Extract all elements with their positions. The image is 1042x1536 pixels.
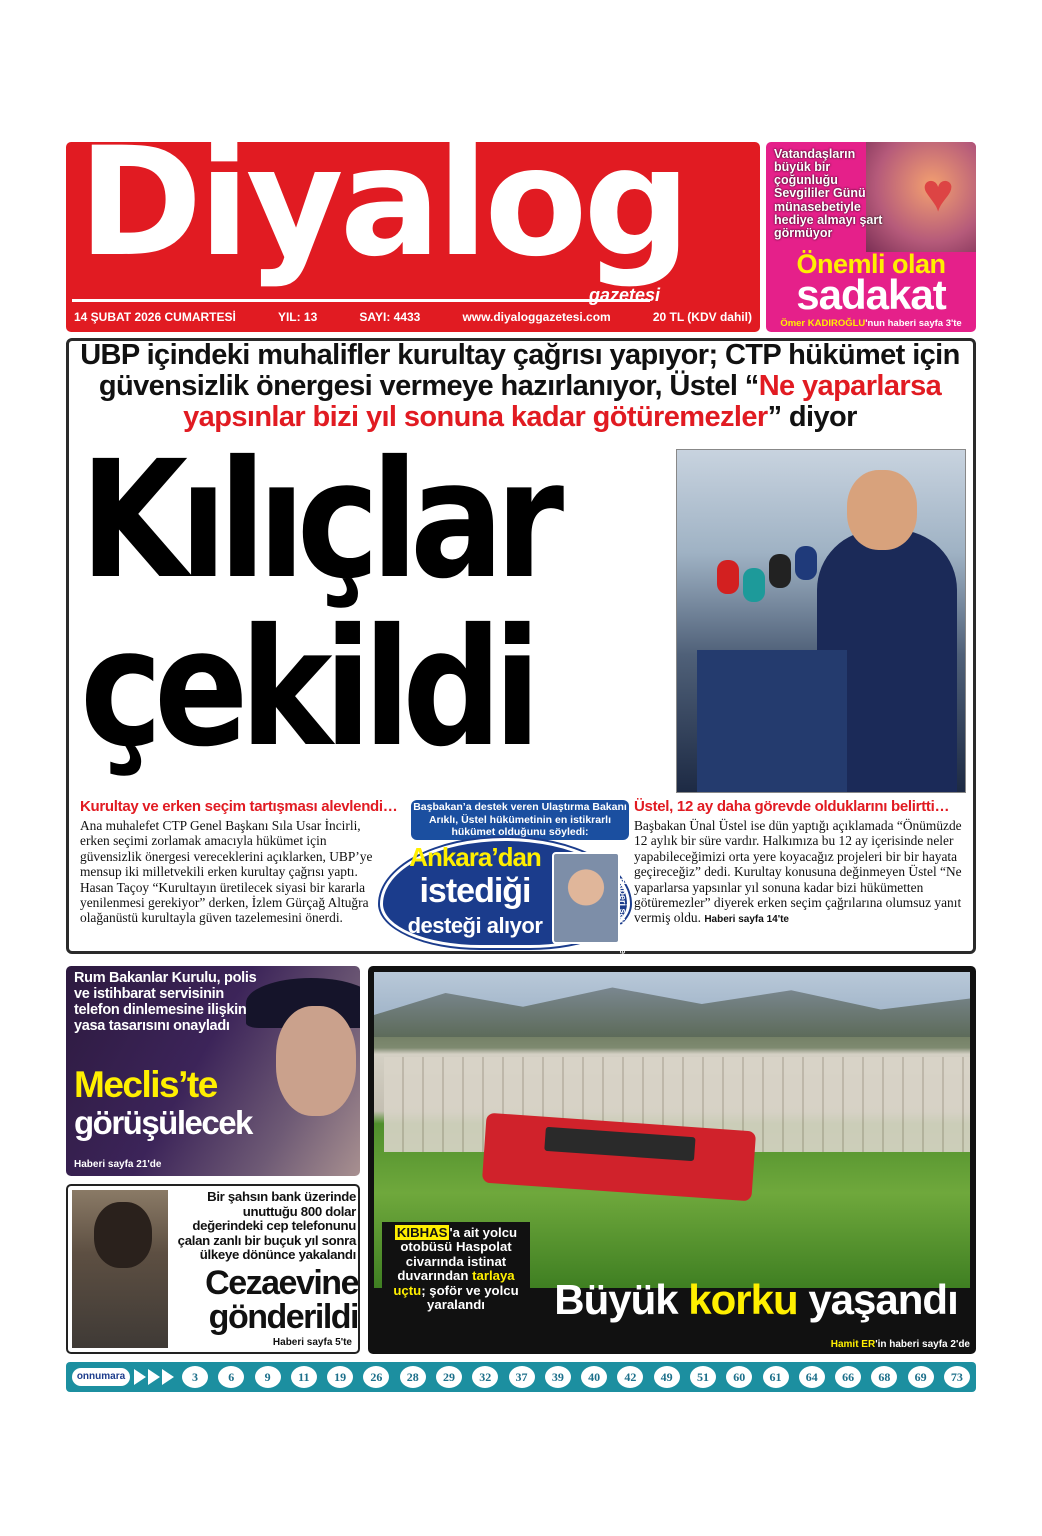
caption-text1: 'a ait yolcu otobüsü Haspolat civarında istinat duvarından — [397, 1225, 518, 1284]
newspaper-logo: Diyalog — [78, 116, 687, 290]
suspect-head — [94, 1202, 152, 1268]
phone-theft-story[interactable] — [66, 1184, 360, 1354]
side-story-title1: Ankara’dan — [409, 842, 541, 872]
issue-year: YIL: 13 — [277, 310, 318, 324]
issue-date: 14 ŞUBAT 2026 CUMARTESİ — [74, 310, 236, 324]
right-column-text — [634, 818, 970, 928]
title-word3: yaşandı — [797, 1276, 958, 1323]
side-story-tag: Başbakan’a destek veren Ulaştırma Bakanı Arıklı, Üstel hükümetinin en istikrarlı hükümet olduğunu söyledi: — [411, 800, 629, 840]
minister-photo — [552, 852, 620, 944]
title-highlight: korku — [688, 1276, 798, 1323]
valentines-promo[interactable] — [766, 142, 976, 332]
page-number-49[interactable]: 49 — [654, 1366, 680, 1388]
page-number-6[interactable]: 6 — [218, 1366, 244, 1388]
promo-credit — [766, 318, 976, 329]
page-number-68[interactable]: 68 — [871, 1366, 897, 1388]
page-number-64[interactable]: 64 — [799, 1366, 825, 1388]
arrow-right-icon — [148, 1369, 160, 1385]
police-officer-photo — [276, 1006, 356, 1116]
right-page-ref[interactable]: Haberi sayfa 14'te — [704, 914, 789, 926]
bus-accident-story[interactable] — [368, 966, 976, 1354]
heart-icon: ♥ — [921, 163, 954, 223]
page-number-9[interactable]: 9 — [255, 1366, 281, 1388]
page-number-39[interactable]: 39 — [545, 1366, 571, 1388]
wiretap-story[interactable] — [66, 966, 360, 1176]
page-number-69[interactable]: 69 — [908, 1366, 934, 1388]
caption-text2: ; şoför ve yolcu yaralandı — [421, 1282, 519, 1313]
phone-theft-page-ref: Haberi sayfa 5'te — [272, 1337, 352, 1348]
bus-window — [544, 1127, 695, 1161]
subhead-ending: ” diyor — [767, 401, 857, 433]
wiretap-page-ref: Haberi sayfa 21'de — [74, 1159, 162, 1170]
page-number-61[interactable]: 61 — [763, 1366, 789, 1388]
page-number-list — [182, 1366, 970, 1388]
microphone-icon — [769, 554, 791, 588]
website-link[interactable]: www.diyaloggazetesi.com — [462, 310, 611, 324]
page-number-60[interactable]: 60 — [726, 1366, 752, 1388]
microphone-icon — [743, 568, 765, 602]
headline-line1: Kılıçlar — [80, 427, 556, 615]
page-number-28[interactable]: 28 — [400, 1366, 426, 1388]
microphone-icon — [717, 560, 739, 594]
headline-line2: çekildi — [80, 595, 533, 783]
wiretap-story-text: Rum Bakanlar Kurulu, polis ve istihbarat servisinin telefon dinlemesine ilişkin yasa tasarısını onayladı — [74, 970, 257, 1034]
page-index-bar — [66, 1362, 976, 1392]
side-story-title2: istediği — [419, 872, 531, 910]
onnumara-logo: onnumara — [72, 1368, 130, 1386]
page-number-40[interactable]: 40 — [581, 1366, 607, 1388]
bus-page-ref: 'in haberi sayfa 2'de — [875, 1339, 970, 1350]
caption-company: KIBHAS — [396, 1225, 448, 1240]
phone-theft-title2: gönderildi — [208, 1298, 358, 1336]
page-number-51[interactable]: 51 — [690, 1366, 716, 1388]
phone-theft-text: Bir şahsın bank üzerinde unuttuğu 800 dolar değerindeki cep telefonunu çalan zanlı bir buçuk yıl sonra ülkeye dönünce yakalandı — [177, 1189, 356, 1262]
mountain-backdrop — [374, 982, 970, 1037]
subhead-quote: Ne yaparlarsa yapsınlar bizi yıl sonuna kadar götüremezler — [183, 370, 942, 433]
side-story-page-ref[interactable]: Haberi sayfa 14'te — [618, 878, 628, 955]
right-column-title: Üstel, 12 ay daha görevde olduklarını belirtti… — [634, 798, 950, 815]
prime-minister-photo — [676, 449, 966, 793]
arrow-icons — [134, 1369, 176, 1385]
left-column-title: Kurultay ve erken seçim tartışması alevlendi… — [80, 798, 398, 815]
page-number-3[interactable]: 3 — [182, 1366, 208, 1388]
masthead-info — [74, 310, 752, 324]
arrow-right-icon — [162, 1369, 174, 1385]
promo-page-ref: 'nun haberi sayfa 3'te — [865, 318, 962, 329]
masthead — [66, 116, 760, 332]
phone-theft-title1: Cezaevine — [205, 1264, 358, 1302]
page-number-19[interactable]: 19 — [327, 1366, 353, 1388]
speaker-head — [847, 470, 917, 550]
bus-accident-credit — [831, 1339, 970, 1350]
page-number-29[interactable]: 29 — [436, 1366, 462, 1388]
page-number-37[interactable]: 37 — [509, 1366, 535, 1388]
promo-title-line1: Önemli olan — [796, 249, 946, 279]
bus-accident-caption — [382, 1222, 530, 1316]
bus-accident-title — [536, 1276, 976, 1324]
bus-author: Hamit ER — [830, 1339, 876, 1350]
side-story-title3: desteği alıyor — [407, 913, 543, 938]
caption-highlight: tarlaya uçtu — [393, 1268, 515, 1298]
promo-author: Ömer KADIROĞLU — [780, 318, 866, 329]
page-number-26[interactable]: 26 — [363, 1366, 389, 1388]
promo-text: Vatandaşların büyük bir çoğunluğu Sevgililer Günü münasebetiyle hediye almayı şart görmüyor — [774, 147, 883, 240]
page-number-42[interactable]: 42 — [617, 1366, 643, 1388]
page-number-73[interactable]: 73 — [944, 1366, 970, 1388]
wiretap-story-title2: görüşülecek — [74, 1104, 252, 1141]
logo-tagline: gazetesi — [588, 285, 660, 305]
main-subheadline — [80, 340, 960, 433]
page-number-32[interactable]: 32 — [472, 1366, 498, 1388]
wiretap-story-title1: Meclis’te — [74, 1064, 217, 1105]
microphone-icon — [795, 546, 817, 580]
main-headline[interactable] — [80, 427, 596, 783]
subhead-text: UBP içindeki muhalifler kurultay çağrısı yapıyor; CTP hükümet için güvensizlik önergesi vermeye hazırlanıyor, Üstel “ — [80, 339, 960, 402]
issue-number: SAYI: 4433 — [359, 310, 421, 324]
podium — [697, 650, 847, 793]
issue-price: 20 TL (KDV dahil) — [652, 310, 752, 324]
page-number-11[interactable]: 11 — [291, 1366, 317, 1388]
arrow-right-icon — [134, 1369, 146, 1385]
left-column-text: Ana muhalefet CTP Genel Başkanı Sıla Usar İncirli, erken seçimi zorlamak amacıyla hükümet için güvensizlik önergesi vereceklerini açıklarken, UBP’ye mensup iki milletvekili erken kurultay çağrısı yaptı. Hasan Taçoy “Kurultayın üretilecek siyasi bir kararla yenilenmesi gerekiyor” derken, İzlem Gürçağ Altuğra olağanüstü kurultayla güven tazelemesini önerdi. — [80, 818, 373, 926]
page-number-66[interactable]: 66 — [835, 1366, 861, 1388]
suspect-photo — [72, 1190, 168, 1348]
right-column-body: Başbakan Ünal Üstel ise dün yaptığı açıklamada “Önümüzde 12 aylık bir süre vardır. Halkımıza bu 12 ay içerisinde neler yapabileceğimizi orta yere koyacağız projeleri bir bir hayata geçireceğiz” dedi. Kurultay konusuna değinmeyen Üstel “Ne yaparlarsa yapsınlar yıl sonuna kadar bizi hükümetten götüremezler” diyerek erken seçim çağrılarına olumsuz yanıt vermiş oldu. — [634, 818, 962, 926]
title-word1: Büyük — [554, 1276, 689, 1323]
masthead-divider — [72, 299, 650, 302]
promo-title-line2: sadakat — [796, 271, 946, 318]
